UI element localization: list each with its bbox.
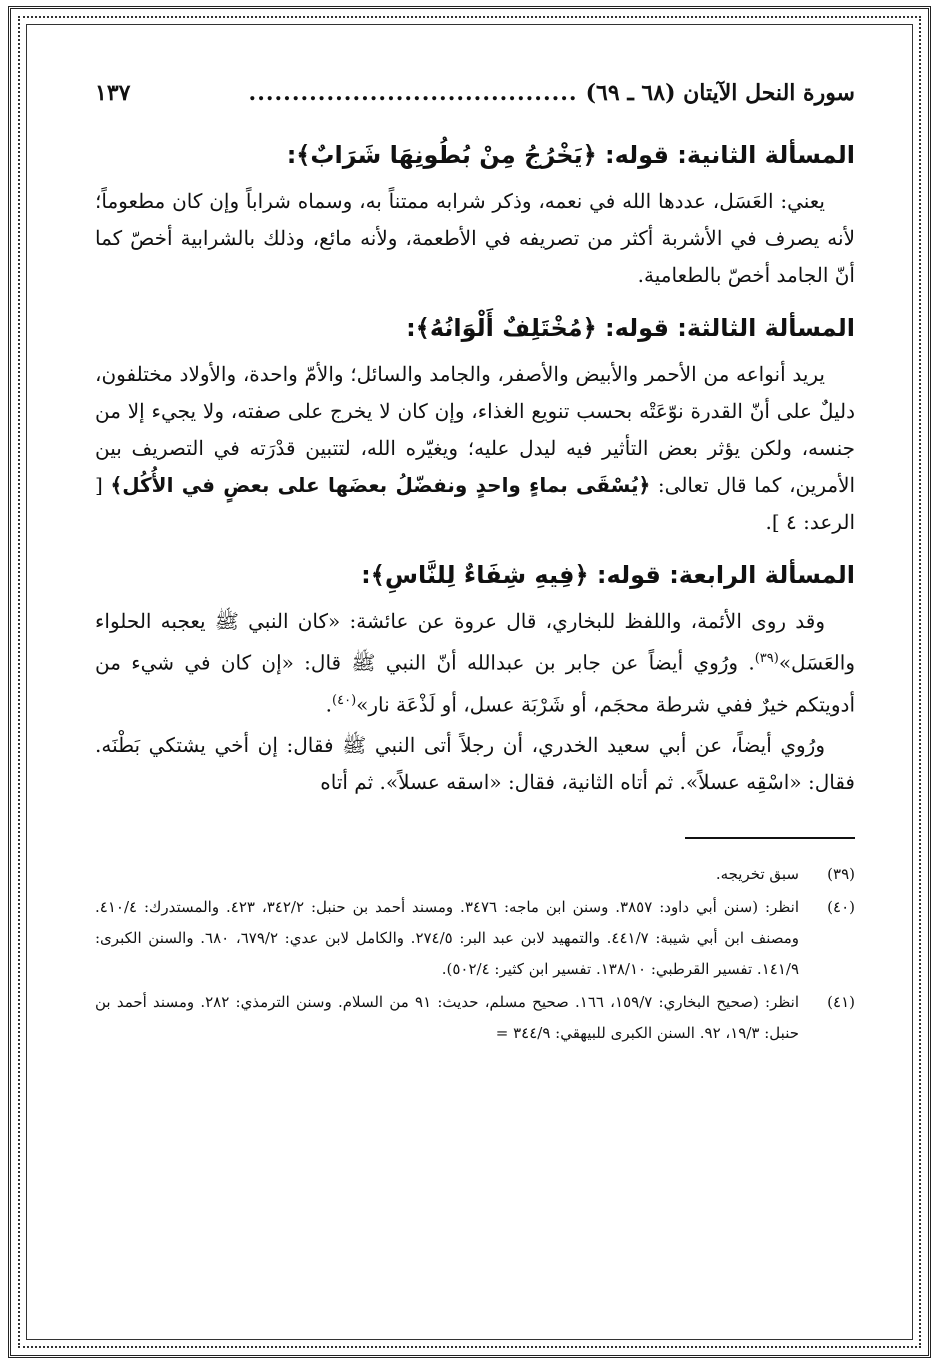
footnote-ref-40[interactable]: (٤٠) — [332, 692, 357, 708]
verse-reference: [ الرعد: ٤ ]. — [95, 473, 855, 534]
section-heading-q3: المسألة الثالثة: قوله: ﴿مُخْتَلِفٌ أَلْوَانُهُ﴾: — [406, 314, 855, 342]
header-leader-dots: ...................................... — [248, 80, 578, 106]
paragraph-q4-second: ورُوي أيضاً، عن أبي سعيد الخدري، أن رجلاً أتى النبي ﷺ فقال: إن أخي يشتكي بَطْنَه. فقال: «اسْقِه عسلاً». ثم أتاه الثانية، فقال: «اسقه عسلاً». ثم أتاه — [95, 733, 855, 795]
running-header — [95, 80, 855, 121]
footnote-number: (٤٠) — [827, 898, 855, 917]
paragraph-q2: يعني: العَسَل، عددها الله في نعمه، وذكر شرابه ممتناً به، وسماه شراباً وإن كان مطعوماً؛ لأنه يصرف في الأشربة أكثر من تصريفه في الأطعمة، ولأنه مائع، وذلك بالشرابية أخصّ كما أنّ الجامد أخصّ بالطعامية. — [95, 189, 855, 287]
page-content — [95, 80, 855, 1051]
page-number: ١٣٧ — [95, 80, 131, 106]
header-title: سورة النحل الآيتان (٦٨ ـ ٦٩) — [585, 80, 855, 106]
hadith-text-2: . ورُوي أيضاً عن جابر بن عبدالله أنّ النبي ﷺ قال: «إن كان في شيء من أدويتكم خيرٌ ففي شرطة محجَم، أو شَرْبَة عسل، أو لَذْعَة نار» — [95, 650, 855, 717]
hadith-text-1: وقد روى الأئمة، واللفظ للبخاري، قال عروة عن عائشة: «كان النبي ﷺ يعجبه الحلواء والعَسَل» — [95, 609, 855, 675]
footnote-item — [95, 892, 855, 985]
section-heading-q2: المسألة الثانية: قوله: ﴿يَخْرُجُ مِنْ بُطُونِهَا شَرَابٌ﴾: — [286, 141, 855, 169]
footnote-number: (٣٩) — [827, 865, 855, 884]
section-heading-q4: المسألة الرابعة: قوله: ﴿فِيهِ شِفَاءٌ لِلنَّاسِ﴾: — [361, 561, 855, 589]
paragraph-q3 — [95, 356, 855, 541]
footnotes — [95, 859, 855, 1049]
footnote-number: (٤١) — [827, 993, 855, 1012]
footnote-item — [95, 987, 855, 1049]
footnote-item — [95, 859, 855, 890]
footnote-ref-39[interactable]: (٣٩) — [754, 651, 779, 666]
footnote-text: انظر: (صحيح البخاري: ١٥٩/٧، ١٦٦. صحيح مسلم، حديث: ٩١ من السلام. وسنن الترمذي: ٢٨٢. ومسند أحمد بن حنبل: ١٩/٣، ٩٢. السنن الكبرى للبيهقي: ٣٤٤/٩ = — [95, 993, 800, 1043]
footnote-text: انظر: (سنن أبي داود: ٣٨٥٧. وسنن ابن ماجه: ٣٤٧٦. ومسند أحمد بن حنبل: ٣٤٢/٢، ٤٢٣. والمستدرك: ٤١٠/٤. ومصنف ابن أبي شيبة: ٤٤١/٧. والتمهيد لابن عبد البر: ٢٧٤/٥. والكامل لابن عدي: ٦٧٩/٢، ٦٨٠. والسنن الكبرى: ١٤١/٩. تفسير القرطبي: ١٣٨/١٠. تفسير ابن كثير: ٥٠٢/٤). — [95, 898, 800, 979]
quran-verse-quote: ﴿يُسْقَى بماءٍ واحدٍ ونفضّلُ بعضَها على بعضٍ في الأُكُل﴾ — [110, 473, 651, 497]
hadith-text-end: . — [325, 692, 333, 717]
footnote-separator — [685, 837, 855, 839]
paragraph-q3-text: يريد أنواعه من الأحمر والأبيض والأصفر، والجامد والسائل؛ والأمّ واحدة، والأولاد مختلفون، دليلٌ على أنّ القدرة نوّعَتْه بحسب تنويع الغذاء، وإن كان لا يخرج على صفته، ولا يجيء إلا من جنسه، ولكن يؤثر بعض التأثير فيه ليدل عليه؛ ويغيّره الله، لتتبين قدْرَته في التصريف بين الأمرين، كما قال تعالى: — [95, 362, 856, 497]
footnote-text: سبق تخريجه. — [715, 865, 799, 884]
paragraph-q4-hadith — [95, 603, 855, 723]
